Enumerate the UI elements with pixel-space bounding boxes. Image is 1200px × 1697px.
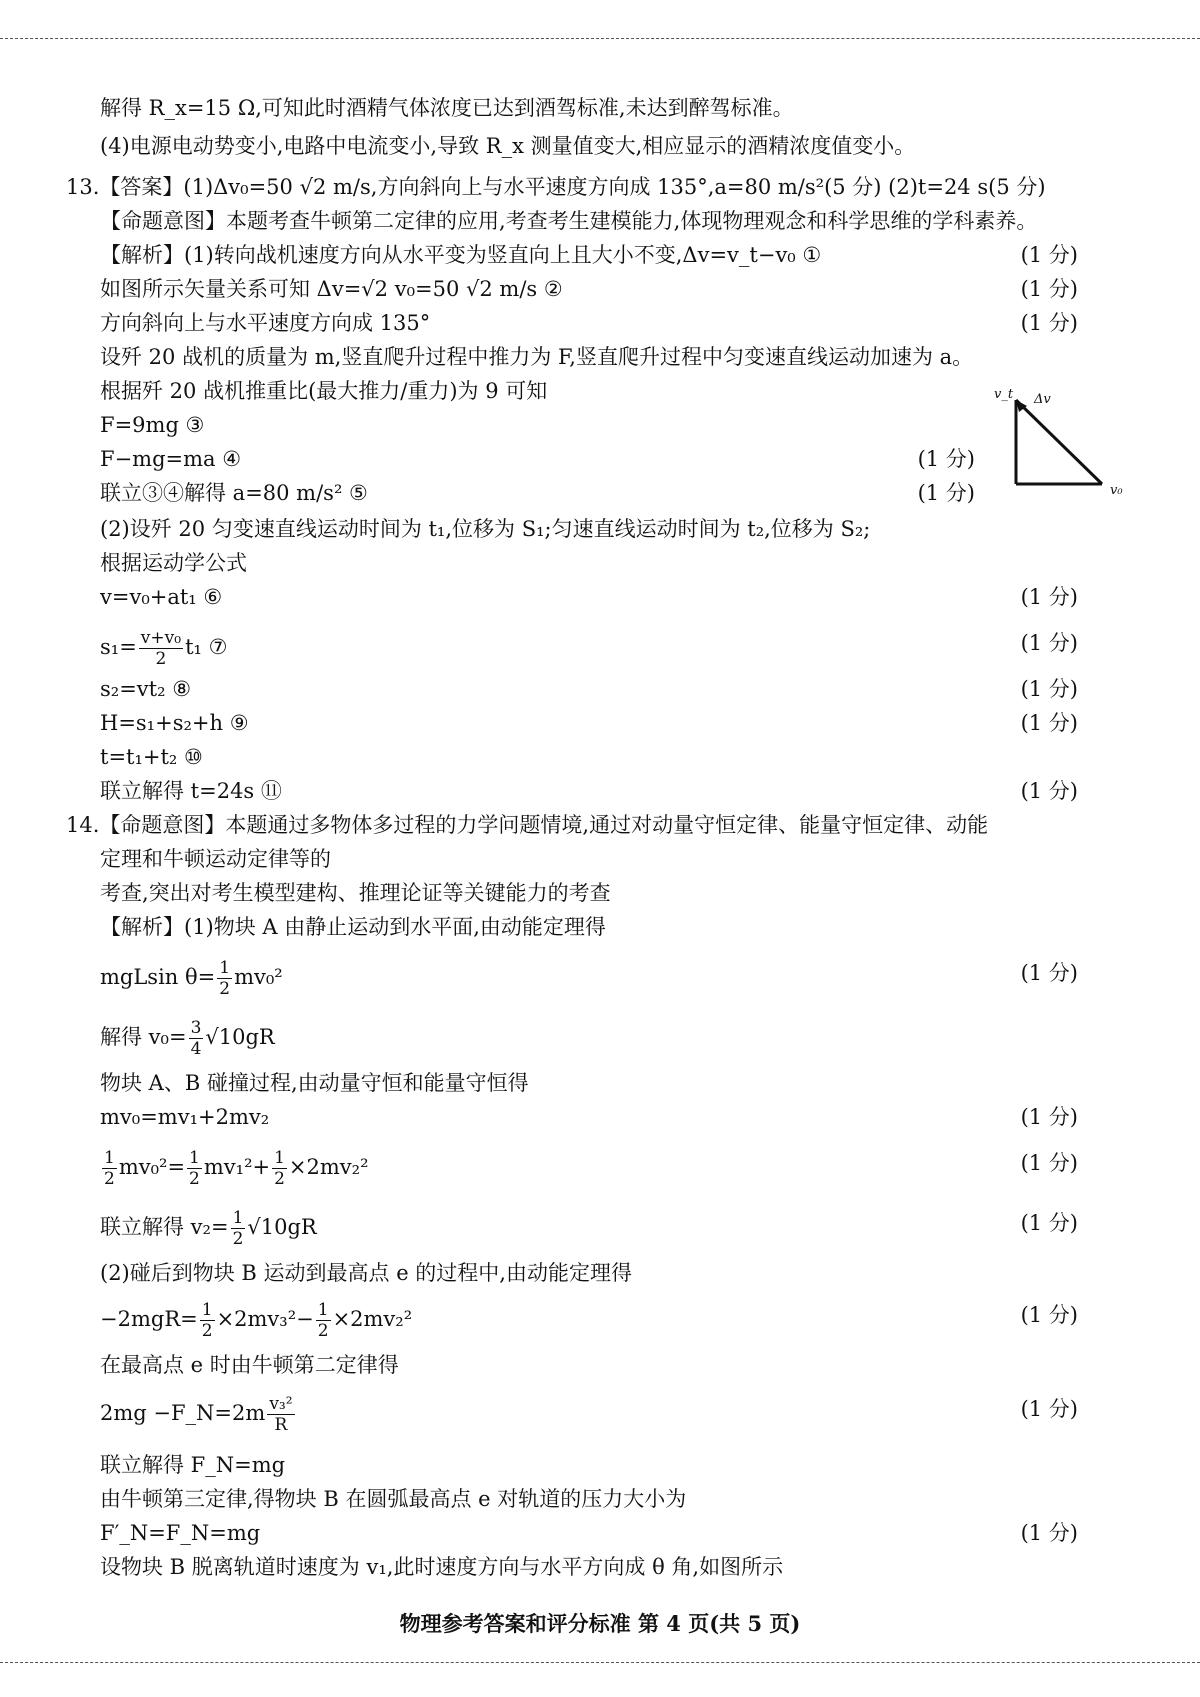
fraction: $\frac{\text{v₃²}}{R}$ [269, 1394, 293, 1435]
score-mark: (1 分) [1020, 779, 1078, 803]
fraction: $\frac{\text{v+v₀}}{2}$ [140, 628, 182, 669]
fraction: $\frac{1}{2}$ [317, 1300, 329, 1341]
equation-line: s₂=vt₂ ⑧ [100, 677, 192, 701]
score-mark: (1 分) [1020, 1521, 1078, 1545]
text-line: (2)碰后到物块 B 运动到最高点 e 的过程中,由动能定理得 [100, 1261, 632, 1285]
text-line: 如图所示矢量关系可知 Δv=√2 v₀=50 √2 m/s ② [100, 277, 563, 301]
text-line: 在最高点 e 时由牛顿第二定律得 [100, 1353, 399, 1377]
vt-label: v_t [994, 387, 1014, 402]
text-line: 根据歼 20 战机推重比(最大推力/重力)为 9 可知 [100, 379, 548, 403]
equation-line: v=v₀+at₁ ⑥ [100, 585, 223, 609]
fraction: $\frac{1}{2}$ [274, 1148, 285, 1189]
equation-line: $\frac{1}{2}$ mv₀²= $\frac{1}{2}$ mv₁²+ $\frac{1}{2}$ ×2mv₂² [104, 1148, 369, 1189]
equation-line: t=t₁+t₂ ⑩ [100, 745, 203, 769]
text-line: 定理和牛顿运动定律等的 [100, 847, 331, 871]
equation-line: mgLsin θ= $\frac{1}{2}$ mv₀² [100, 958, 283, 999]
answer-13-line: 13.【答案】(1)Δv₀=50 √2 m/s,方向斜向上与水平速度方向成 135°,a=80 m/s²(5 分) (2)t=24 s(5 分) [66, 175, 1046, 199]
score-mark: (1 分) [1020, 277, 1078, 301]
equation-line: 联立解得 v₂= $\frac{1}{2}$ √10gR [100, 1208, 317, 1249]
equation-line: H=s₁+s₂+h ⑨ [100, 711, 249, 735]
equation-line: −2mgR= $\frac{1}{2}$ ×2mv₃²− $\frac{1}{2}$ ×2mv₂² [100, 1300, 413, 1341]
page-footer: 物理参考答案和评分标准 第 4 页(共 5 页) [399, 1611, 801, 1636]
score-mark: (1 分) [1020, 711, 1078, 735]
v0-label: v₀ [1110, 483, 1123, 498]
text-line: 考查,突出对考生模型建构、推理论证等关键能力的考查 [100, 881, 611, 905]
text-line: 设歼 20 战机的质量为 m,竖直爬升过程中推力为 F,竖直爬升过程中匀变速直线运动加速为 a。 [100, 345, 974, 369]
vector-triangle-diagram [990, 386, 1140, 511]
equation-line: s₁= $\frac{\text{v+v₀}}{2}$ t₁ ⑦ [100, 628, 228, 669]
fraction: $\frac{3}{4}$ [190, 1018, 202, 1059]
score-mark: (1 分) [1020, 311, 1078, 335]
bottom-dashed-rule [0, 1662, 1200, 1663]
fraction: $\frac{1}{2}$ [104, 1148, 115, 1189]
score-mark: (1 分) [1020, 677, 1078, 701]
text-line: 【命题意图】本题考查牛顿第二定律的应用,考查考生建模能力,体现物理观念和科学思维的学科素养。 [100, 209, 1038, 233]
score-mark: (1 分) [1020, 1211, 1078, 1235]
score-mark: (1 分) [1020, 961, 1078, 985]
fraction: $\frac{1}{2}$ [201, 1300, 213, 1341]
score-mark: (1 分) [1020, 585, 1078, 609]
text-line: 解得 R_x=15 Ω,可知此时酒精气体浓度已达到酒驾标准,未达到醉驾标准。 [100, 96, 794, 120]
text-line: 设物块 B 脱离轨道时速度为 v₁,此时速度方向与水平方向成 θ 角,如图所示 [100, 1555, 784, 1579]
equation-line: F′_N=F_N=mg [100, 1521, 261, 1545]
score-mark: (1 分) [1020, 1303, 1078, 1327]
equation-line: 联立解得 F_N=mg [100, 1453, 286, 1477]
score-mark: (1 分) [1020, 1105, 1078, 1129]
text-line: (4)电源电动势变小,电路中电流变小,导致 R_x 测量值变大,相应显示的酒精浓度值变小。 [100, 134, 916, 158]
text-line: 由牛顿第三定律,得物块 B 在圆弧最高点 e 对轨道的压力大小为 [100, 1487, 687, 1511]
score-mark: (1 分) [1020, 631, 1078, 655]
top-dashed-rule [0, 38, 1200, 39]
score-mark: (1 分) [1020, 1397, 1078, 1421]
text-line: 根据运动学公式 [100, 551, 247, 575]
equation-line: 解得 v₀= $\frac{3}{4}$ √10gR [100, 1018, 275, 1059]
equation-line: 联立③④解得 a=80 m/s² ⑤ [100, 481, 368, 505]
score-mark: (1 分) [917, 447, 975, 471]
dv-label: Δv [1034, 392, 1051, 407]
fraction: $\frac{1}{2}$ [189, 1148, 200, 1189]
text-line: 【解析】(1)物块 A 由静止运动到水平面,由动能定理得 [100, 915, 606, 939]
text-line: 方向斜向上与水平速度方向成 135° [100, 311, 431, 335]
equation-line: F−mg=ma ④ [100, 447, 242, 471]
text-line: 物块 A、B 碰撞过程,由动量守恒和能量守恒得 [100, 1071, 529, 1095]
text-line: (2)设歼 20 匀变速直线运动时间为 t₁,位移为 S₁;匀速直线运动时间为 t₂,位移为 S₂; [100, 517, 871, 541]
text-line: 14.【命题意图】本题通过多物体多过程的力学问题情境,通过对动量守恒定律、能量守恒定律、动能 [66, 813, 989, 837]
text-line: 【解析】(1)转向战机速度方向从水平变为竖直向上且大小不变,Δv=v_t−v₀ ① [100, 243, 822, 267]
score-mark: (1 分) [1020, 243, 1078, 267]
equation-line: 联立解得 t=24s ⑪ [100, 779, 282, 803]
score-mark: (1 分) [1020, 1151, 1078, 1175]
score-mark: (1 分) [917, 481, 975, 505]
fraction: $\frac{1}{2}$ [219, 958, 231, 999]
fraction: $\frac{1}{2}$ [232, 1208, 244, 1249]
dv-vector-line [1016, 400, 1102, 484]
equation-line: mv₀=mv₁+2mv₂ [100, 1105, 270, 1129]
equation-line: F=9mg ③ [100, 413, 205, 437]
equation-line: 2mg −F_N=2m $\frac{\text{v₃²}}{R}$ [100, 1394, 293, 1435]
